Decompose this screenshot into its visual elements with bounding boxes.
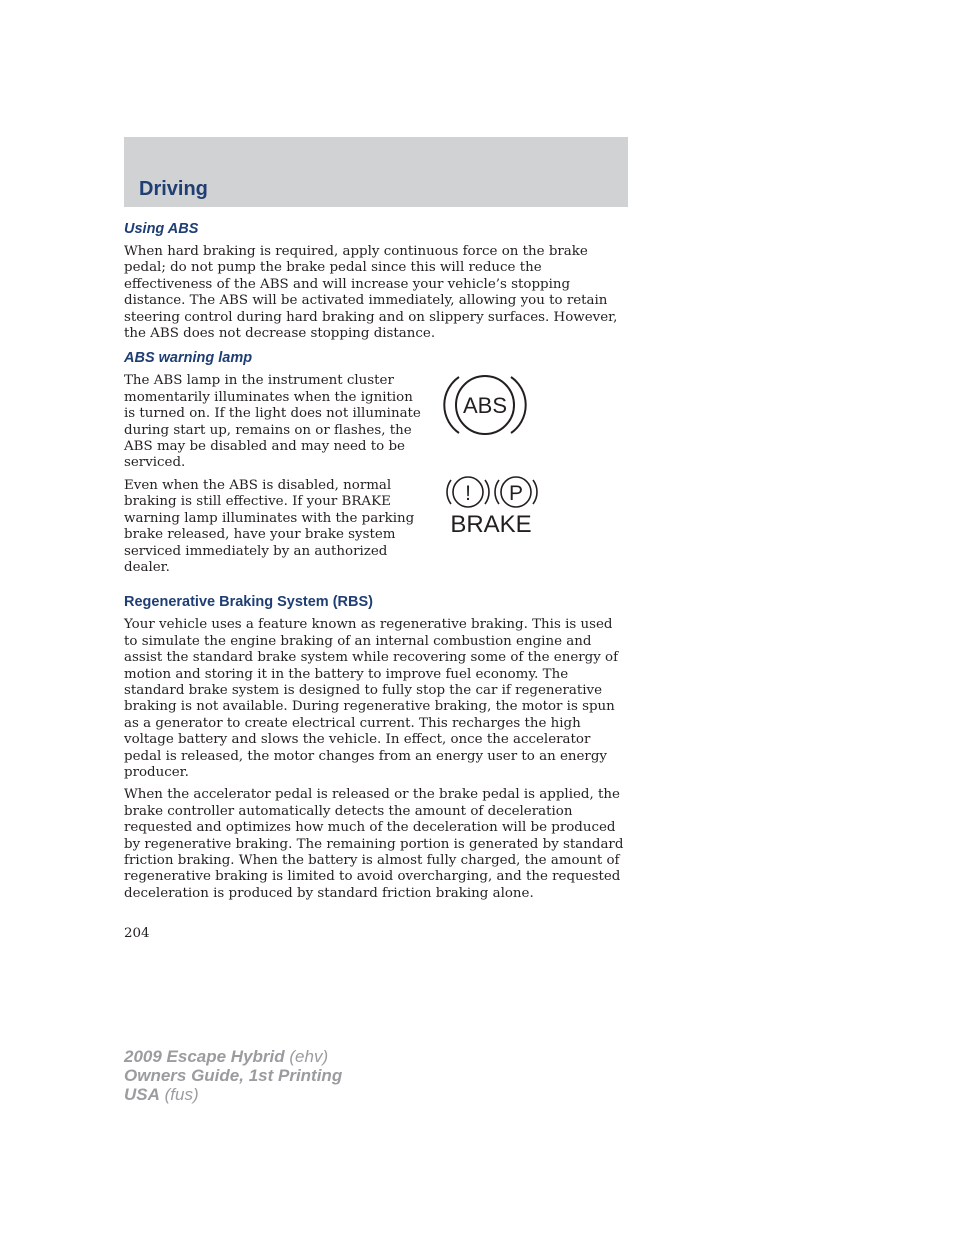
brake-lamp-paragraph: Even when the ABS is disabled, normal braking is still effective. If your BRAKE warning lamp illuminates with the parking brake released, have your brake system serviced immediately by an authorized dealer. bbox=[124, 477, 415, 575]
footer-line-2 bbox=[124, 1066, 342, 1085]
using-abs-paragraph: When hard braking is required, apply continuous force on the brake pedal; do not pump the brake pedal since this will reduce the effectiveness of the ABS and will increase your vehicle’s stopping distance. The ABS will be activated immediately, allowing you to retain steering control during hard braking and on slippery surfaces. However, the ABS does not decrease stopping distance. bbox=[124, 244, 618, 342]
abs-lamp-block bbox=[124, 373, 630, 471]
rbs-heading: Regenerative Braking System (RBS) bbox=[124, 594, 373, 611]
rbs-paragraph-2: When the accelerator pedal is released or the brake pedal is applied, the brake controller automatically detects the amount of deceleration requested and optimizes how much of the deceleration will be produced by regenerative braking. The remaining portion is generated by standard friction braking. When the battery is almost fully charged, the amount of regenerative braking is limited to avoid overcharging, and the requested deceleration is produced by standard friction braking alone. bbox=[124, 787, 624, 901]
footer-market: USA bbox=[124, 1085, 160, 1104]
using-abs-heading: Using ABS bbox=[124, 221, 199, 237]
rbs-paragraph-1: Your vehicle uses a feature known as regenerative braking. This is used to simulate the engine braking of an internal combustion engine and assist the standard brake system while recovering some of the energy of motion and storing it in the battery to improve fuel economy. The standard brake system is designed to fully stop the car if regenerative braking is not available. During regenerative braking, the motor is spun as a generator to create electrical current. This recharges the high voltage battery and slows the vehicle. In effect, once the accelerator pedal is released, the motor changes from an energy user to an energy producer. bbox=[124, 617, 619, 780]
footer-line-3 bbox=[124, 1085, 342, 1104]
footer-model: 2009 Escape Hybrid bbox=[124, 1047, 285, 1066]
brake-warning-icon bbox=[438, 474, 558, 544]
footer-line-1 bbox=[124, 1047, 342, 1066]
section-header-band bbox=[124, 137, 628, 207]
footer-market-code: (fus) bbox=[164, 1085, 199, 1104]
section-title: Driving bbox=[139, 178, 208, 200]
abs-icon-label: ABS bbox=[462, 393, 508, 419]
page-content bbox=[124, 219, 630, 908]
footer-guide: Owners Guide, 1st Printing bbox=[124, 1066, 343, 1085]
brake-lamp-block bbox=[124, 478, 630, 576]
footer bbox=[124, 1047, 342, 1104]
footer-model-code: (ehv) bbox=[289, 1047, 329, 1066]
abs-warning-lamp-heading: ABS warning lamp bbox=[124, 350, 253, 367]
brake-icon-p: P bbox=[508, 481, 524, 505]
abs-lamp-paragraph: The ABS lamp in the instrument cluster momentarily illuminates when the ignition is turned on. If the light does not illuminate during start up, remains on or flashes, the ABS may be disabled and may need to be serviced. bbox=[124, 373, 421, 471]
brake-icon-exclaim: ! bbox=[465, 481, 471, 505]
page-number: 204 bbox=[124, 926, 150, 941]
abs-warning-icon bbox=[430, 367, 540, 447]
brake-icon-label: BRAKE bbox=[450, 510, 532, 538]
